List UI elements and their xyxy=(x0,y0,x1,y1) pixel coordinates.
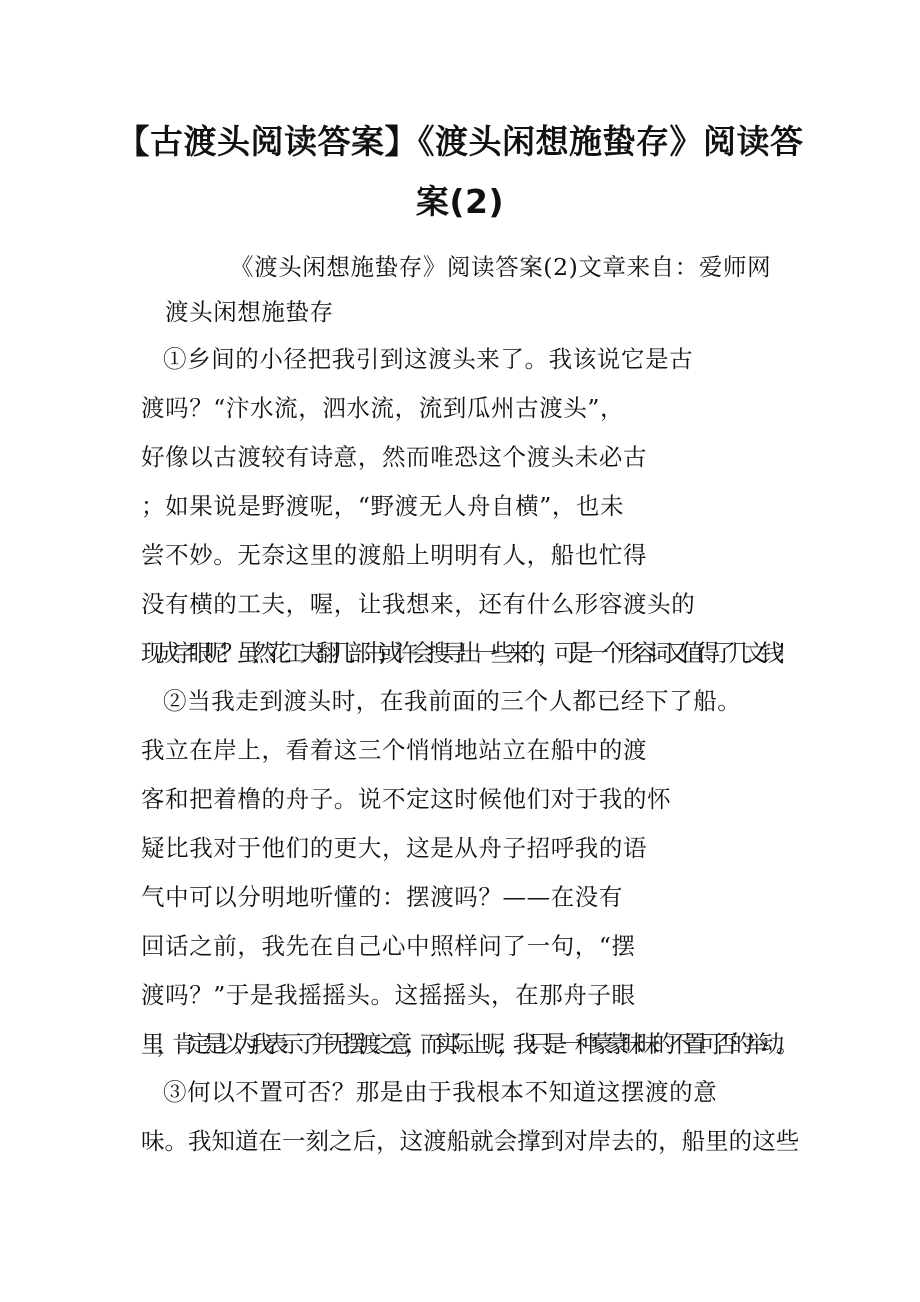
paragraph-line: 客和把着橹的舟子。说不定这时候他们对于我的怀 xyxy=(141,785,672,813)
paragraph-line: 尝不妙。无奈这里的渡船上明明有人，船也忙得 xyxy=(141,541,648,569)
article-subtitle: 渡头闲想施蛰存 xyxy=(165,298,334,326)
source-line: 《渡头闲想施蛰存》阅读答案(2)文章来自：爱师网 xyxy=(230,253,772,281)
paragraph-line: ①乡间的小径把我引到这渡头来了。我该说它是古 xyxy=(163,345,694,373)
paragraph-line: 渡吗？”于是我摇摇头。这摇摇头，在那舟子眼 xyxy=(141,981,636,1009)
paragraph-line: ③何以不置可否？那是由于我根本不知道这摆渡的意 xyxy=(163,1078,718,1106)
paragraph-line: 疑比我对于他们的更大，这是从舟子招呼我的语 xyxy=(141,834,648,862)
document-title: 【古渡头阅读答案】《渡头闲想施蛰存》阅读答案(2) xyxy=(116,122,804,221)
paragraph-line: 里，肯定是以为我表示了并无摆渡之意，而实际上呢，我只是一种蒙蒙昧昧的不置可否的举动。 xyxy=(141,1030,792,1058)
paragraph-line: 回话之前，我先在自己心中照样问了一句，“摆 xyxy=(141,932,636,960)
paragraph-line: 渡吗？“汴水流，泗水流，流到瓜州古渡头”， xyxy=(141,394,625,422)
paragraph-line: ②当我走到渡头时，在我前面的三个人都已经下了船。 xyxy=(163,687,742,715)
paragraph-line: 现成字眼呢？虽然花工夫翻几部书,或许会搜寻出一些来的，可是一个形容词又值得了几文钱！ xyxy=(141,639,792,667)
paragraph-line: 味。我知道在一刻之后，这渡船就会撑到对岸去的，船里的这些 xyxy=(141,1127,800,1155)
paragraph-line: 好像以古渡较有诗意，然而唯恐这个渡头未必古 xyxy=(141,443,648,471)
paragraph-line: 没有横的工夫，喔，让我想来，还有什么形容渡头的 xyxy=(141,590,696,618)
paragraph-line: 我立在岸上，看着这三个悄悄地站立在船中的渡 xyxy=(141,736,648,764)
paragraph-line: 气中可以分明地听懂的：摆渡吗？——在没有 xyxy=(141,883,623,911)
paragraph-line: ；如果说是野渡呢，“野渡无人舟自横”，也未 xyxy=(141,492,625,520)
